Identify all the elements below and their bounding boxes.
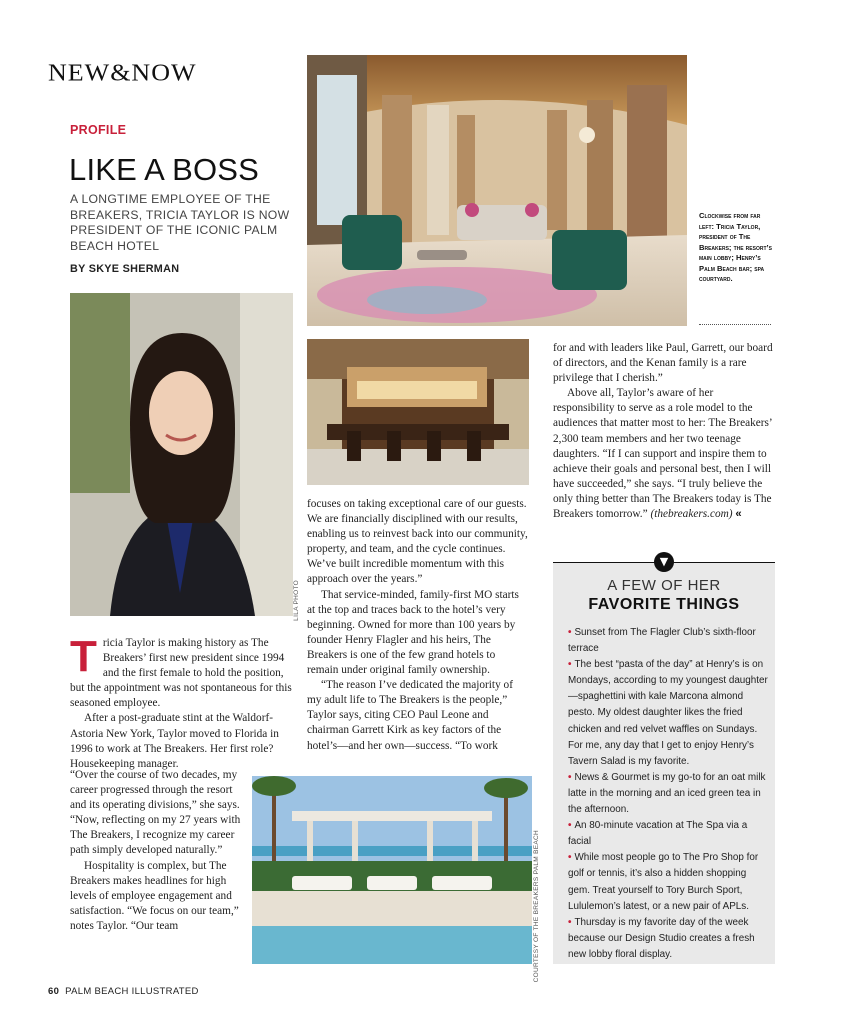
- article-column-1-continued: [70, 768, 248, 934]
- spa-courtyard-photo: [252, 776, 532, 964]
- chevron-down-icon: ▼: [654, 552, 674, 572]
- bullet-icon: •: [568, 852, 572, 864]
- portrait-photo: [70, 293, 293, 616]
- article-headline: LIKE A BOSS: [69, 152, 260, 187]
- body-paragraph: “Over the course of two decades, my career progressed through the resort and its operating divisions,” she says. “Now, reflecting on my 27 years with The Breakers, I recognize my career path simply developed naturally.”: [70, 769, 241, 857]
- body-paragraph: That service-minded, family-first MO starts at the top and traces back to the hotel’s very beginning. Owned for more than 100 years by founder Henry Flagler and his heirs, The Breakers is one of the few grand hotels to remain under original family ownership.: [307, 588, 519, 677]
- section-masthead: NEW&NOW: [48, 59, 197, 86]
- end-mark-icon: «: [735, 508, 742, 521]
- publication-name: PALM BEACH ILLUSTRATED: [65, 986, 199, 997]
- list-item: • While most people go to The Pro Shop for golf or tennis, it’s also a hidden shopping gem. Treat yourself to Tory Burch Sport, Lululemon’s latest, or a new pair of APLs.: [568, 852, 759, 912]
- list-item: • News & Gourmet is my go-to for an oat milk latte in the morning and an iced green tea in the afternoon.: [568, 771, 766, 816]
- article-dek: A LONGTIME EMPLOYEE OF THE BREAKERS, TRICIA TAYLOR IS NOW PRESIDENT OF THE ICONIC PALM BEACH HOTEL: [70, 192, 290, 253]
- article-column-1: [70, 632, 292, 772]
- body-paragraph: “The reason I’ve dedicated the majority of my adult life to The Breakers is the people,” Taylor says, citing CEO Paul Leone and chairman Garrett Kirk as key factors of the hotel’s—and her own—success. “To work: [307, 679, 513, 752]
- page-number: 60: [48, 986, 60, 997]
- article-column-2: [307, 497, 529, 754]
- body-paragraph: ricia Taylor is making history as The Breakers’ first new president since 1994 and the first female to hold the position, but the appointment was not spontaneous for this seasoned employee.: [70, 637, 292, 710]
- photo-credit: LILA PHOTO: [293, 580, 300, 621]
- bullet-icon: •: [568, 627, 572, 638]
- caption-divider: [699, 324, 771, 325]
- page-folio: [48, 986, 199, 997]
- bullet-icon: •: [568, 820, 572, 832]
- drop-cap: T: [70, 632, 97, 681]
- list-item: • An 80-minute vacation at The Spa via a facial: [568, 820, 748, 848]
- sidebar-title-line-1: A FEW OF HER: [607, 577, 721, 594]
- article-column-3: [553, 341, 775, 522]
- bullet-icon: •: [568, 771, 572, 783]
- bullet-icon: •: [568, 659, 572, 671]
- favorites-list: [568, 625, 768, 963]
- website-link[interactable]: (thebreakers.com): [650, 508, 733, 521]
- bullet-icon: •: [568, 916, 572, 928]
- article-byline: BY SKYE SHERMAN: [70, 263, 180, 275]
- list-item: • Sunset from The Flagler Club’s sixth-floor terrace: [568, 627, 756, 655]
- section-kicker: PROFILE: [70, 123, 127, 137]
- list-item: • The best “pasta of the day” at Henry’s is on Mondays, according to my youngest daughter—spaghettini with kale Marcona almond pesto. My oldest daughter likes the fried chicken and red velvet waffles on Sundays. For me, any day that I get to enjoy Henry’s Tavern Salad is my favorite.: [568, 659, 768, 767]
- body-paragraph: After a post-graduate stint at the Waldorf-Astoria New York, Taylor moved to Florida in 1996 to work at The Breakers. Her first role? Housekeeping manager.: [70, 712, 279, 770]
- photo-caption: Clockwise from far left: Tricia Taylor, president of The Breakers; the resort’s main lobby; Henry’s Palm Beach bar; spa courtyard.: [699, 211, 772, 283]
- bar-photo: [307, 339, 529, 485]
- list-item: • Thursday is my favorite day of the week because our Design Studio creates a fresh new lobby floral display.: [568, 916, 755, 960]
- photo-credit: COURTESY OF THE BREAKERS PALM BEACH: [533, 830, 540, 983]
- body-paragraph: for and with leaders like Paul, Garrett, our board of directors, and the Kenan family is a rare privilege that I cherish.”: [553, 342, 773, 385]
- body-paragraph: Above all, Taylor’s aware of her responsibility to serve as a role model to the audiences that matter most to her: The Breakers’ 2,300 team members and her two teenage daughters. “If I can support and inspire them to achieve their goals and personal best, then I will have succeeded,” she says. “I truly believe the only thing better than The Breakers today is The Breakers tomorrow.”: [553, 387, 772, 521]
- body-paragraph: focuses on taking exceptional care of our guests. We are financially disciplined with our results, enabling us to reinvest back into our community, property, and team, and the cycle continues. We’ve built incredible momentum with this approach over the years.”: [307, 498, 528, 586]
- sidebar-title-line-2: FAVORITE THINGS: [588, 596, 740, 613]
- body-paragraph: Hospitality is complex, but The Breakers makes headlines for high levels of employee engagement and satisfaction. “We focus on our team,” notes Taylor. “Our team: [70, 859, 239, 932]
- lobby-photo: [307, 55, 687, 326]
